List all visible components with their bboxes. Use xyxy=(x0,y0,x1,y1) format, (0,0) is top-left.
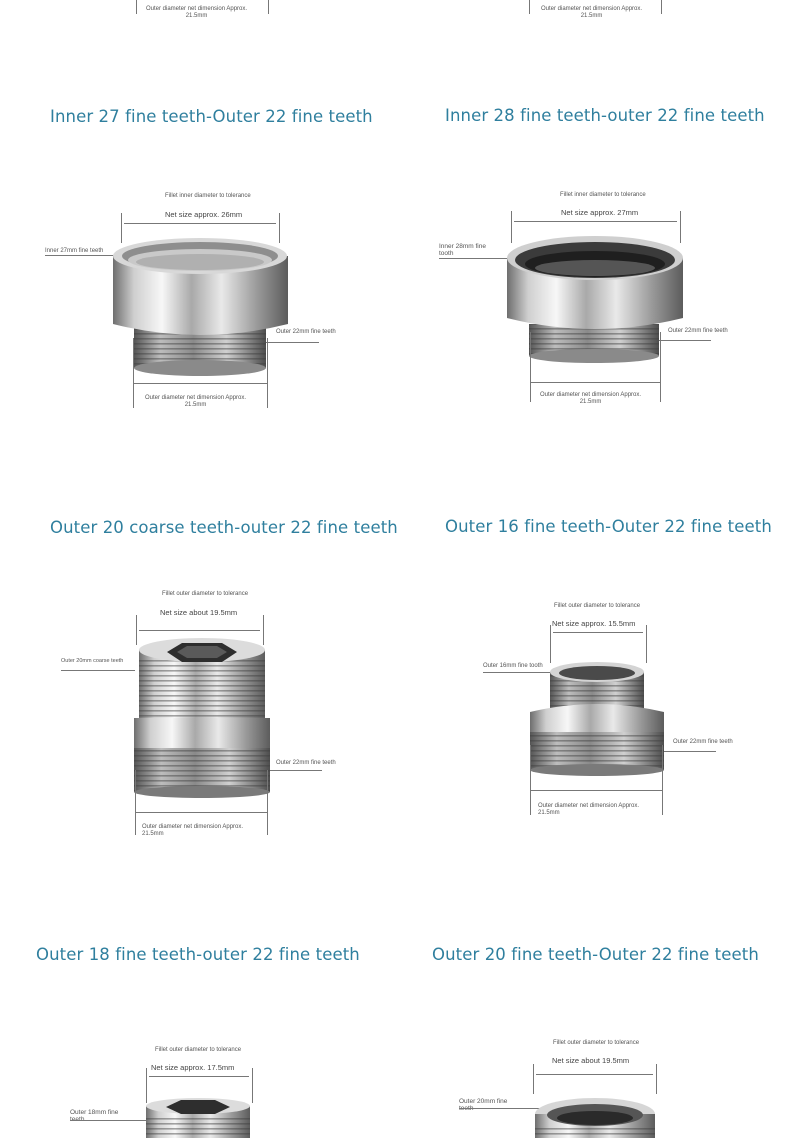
inner-thread-label: Inner 27mm fine teeth xyxy=(45,248,104,254)
tolerance-label: Fillet outer diameter to tolerance xyxy=(553,1040,640,1046)
outer-coarse-thread-label: Outer 20mm coarse teeth xyxy=(61,658,124,664)
adapter-image xyxy=(497,228,697,398)
adapter-image xyxy=(127,640,277,810)
net-size-label: Net size approx. 27mm xyxy=(561,208,639,217)
outer-thread-small-label: Outer 18mm fine xyxy=(70,1109,119,1116)
outer-diameter-note: Outer diameter net dimension Approx. 21.5mm xyxy=(538,803,640,816)
outer-thread-label: Outer 22mm fine teeth xyxy=(668,328,728,334)
tolerance-label: Fillet inner diameter to tolerance xyxy=(560,192,646,198)
tolerance-label: Fillet outer diameter to tolerance xyxy=(162,591,249,597)
panel-title: Inner 27 fine teeth-Outer 22 fine teeth xyxy=(50,107,373,126)
outer-thread-small-label: Outer 20mm fine xyxy=(459,1098,508,1105)
panel-title: Outer 16 fine teeth-Outer 22 fine teeth xyxy=(445,517,772,536)
adapter-image xyxy=(138,1098,258,1138)
net-size-label: Net size about 19.5mm xyxy=(552,1056,630,1065)
top-right-dimension-note: Outer diameter net dimension Approx. 21.5mm xyxy=(541,6,643,19)
tolerance-label: Fillet inner diameter to tolerance xyxy=(165,193,251,199)
panel-title: Outer 20 fine teeth-Outer 22 fine teeth xyxy=(432,945,759,964)
net-size-label: Net size about 19.5mm xyxy=(160,608,238,617)
outer-thread-label: Outer 22mm fine teeth xyxy=(276,760,336,766)
panel-title: Outer 18 fine teeth-outer 22 fine teeth xyxy=(36,945,360,964)
outer-diameter-note: Outer diameter net dimension Approx. 21.5mm xyxy=(540,392,642,405)
tolerance-label: Fillet outer diameter to tolerance xyxy=(155,1047,242,1053)
adapter-image xyxy=(525,1088,665,1138)
tolerance-label: Fillet outer diameter to tolerance xyxy=(554,603,641,609)
net-size-label: Net size approx. 17.5mm xyxy=(151,1063,235,1072)
inner-thread-label: Inner 28mm fine tooth xyxy=(439,243,486,257)
net-size-label: Net size approx. 26mm xyxy=(165,210,243,219)
panel-title: Outer 20 coarse teeth-outer 22 fine teeth xyxy=(50,518,398,537)
outer-thread-label: Outer 22mm fine teeth xyxy=(673,739,733,745)
outer-thread-label: Outer 22mm fine teeth xyxy=(276,329,336,335)
panel-title: Inner 28 fine teeth-outer 22 fine teeth xyxy=(445,106,765,125)
adapter-image xyxy=(105,228,305,398)
adapter-image xyxy=(522,660,672,800)
outer-thread-small-label: Outer 16mm fine tooth xyxy=(483,663,543,669)
outer-diameter-note: Outer diameter net dimension Approx. 21.5mm xyxy=(145,395,247,408)
net-size-label: Net size approx. 15.5mm xyxy=(552,619,636,628)
top-left-dimension-note: Outer diameter net dimension Approx. 21.5mm xyxy=(146,6,248,19)
outer-diameter-note: Outer diameter net dimension Approx. 21.5mm xyxy=(142,824,244,837)
